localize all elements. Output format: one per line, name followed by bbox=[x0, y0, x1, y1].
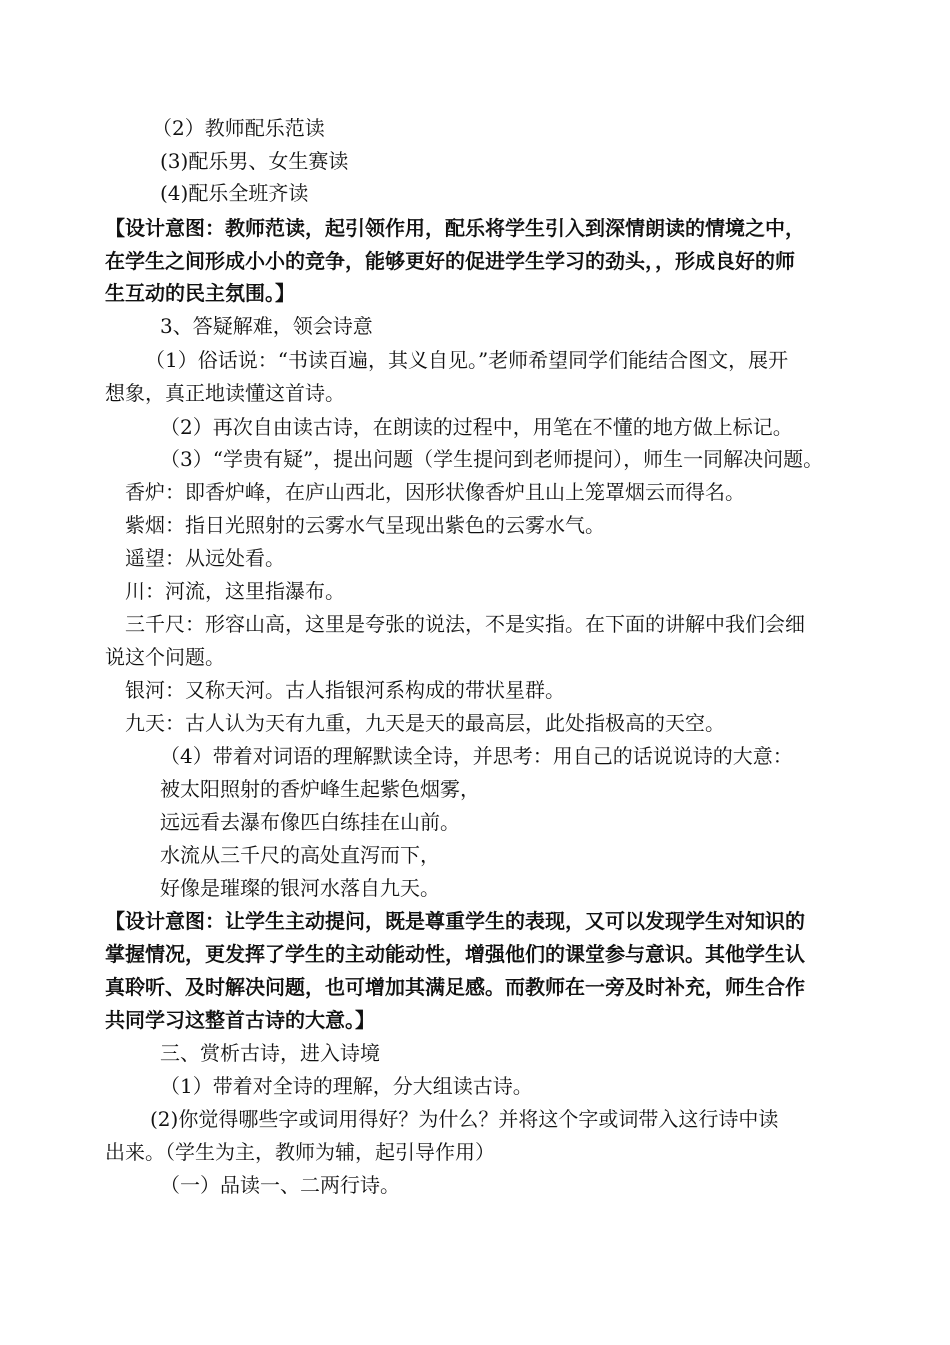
glossary-entry: 紫烟：指日光照射的云雾水气呈现出紫色的云雾水气。 bbox=[125, 513, 605, 537]
text-line: （4）带着对词语的理解默读全诗，并思考：用自己的话说说诗的大意： bbox=[160, 744, 793, 768]
design-intent-line: 掌握情况，更发挥了学生的主动能动性，增强他们的课堂参与意识。其他学生认 bbox=[105, 942, 805, 966]
poem-paraphrase-line: 远远看去瀑布像匹白练挂在山前。 bbox=[160, 810, 460, 834]
design-intent-line: 【设计意图：教师范读，起引领作用，配乐将学生引入到深情朗读的情境之中， bbox=[105, 216, 805, 240]
text-line: 出来。（学生为主，教师为辅，起引导作用） bbox=[105, 1140, 495, 1164]
poem-paraphrase-line: 水流从三千尺的高处直泻而下， bbox=[160, 843, 440, 867]
poem-paraphrase-line: 好像是璀璨的银河水落自九天。 bbox=[160, 876, 440, 900]
text-line: （1）带着对全诗的理解，分大组读古诗。 bbox=[160, 1074, 533, 1098]
glossary-entry: 银河：又称天河。古人指银河系构成的带状星群。 bbox=[125, 678, 565, 702]
text-line: （1）俗话说：“书读百遍，其义自见。”老师希望同学们能结合图文，展开 bbox=[145, 348, 789, 372]
text-line: (4)配乐全班齐读 bbox=[160, 181, 309, 205]
section-heading: 3、答疑解难，领会诗意 bbox=[160, 314, 373, 338]
subsection-heading: （一）品读一、二两行诗。 bbox=[160, 1173, 400, 1197]
glossary-entry: 川：河流，这里指瀑布。 bbox=[125, 579, 345, 603]
text-line: （2）教师配乐范读 bbox=[152, 116, 325, 140]
design-intent-line: 真聆听、及时解决问题，也可增加其满足感。而教师在一旁及时补充，师生合作 bbox=[105, 975, 805, 999]
design-intent-line: 生互动的民主氛围。】 bbox=[105, 281, 295, 305]
glossary-entry: 遥望：从远处看。 bbox=[125, 546, 285, 570]
glossary-entry: 香炉：即香炉峰，在庐山西北，因形状像香炉且山上笼罩烟云而得名。 bbox=[125, 480, 745, 504]
text-line: (3)配乐男、女生赛读 bbox=[160, 149, 349, 173]
design-intent-line: 共同学习这整首古诗的大意。】 bbox=[105, 1008, 375, 1032]
section-heading: 三、赏析古诗，进入诗境 bbox=[160, 1041, 380, 1065]
text-line: （2）再次自由读古诗，在朗读的过程中，用笔在不懂的地方做上标记。 bbox=[160, 415, 793, 439]
glossary-entry: 九天：古人认为天有九重，九天是天的最高层，此处指极高的天空。 bbox=[125, 711, 725, 735]
design-intent-line: 在学生之间形成小小的竞争，能够更好的促进学生学习的劲头，，形成良好的师 bbox=[105, 249, 795, 273]
text-line: (2)你觉得哪些字或词用得好？为什么？并将这个字或词带入这行诗中读 bbox=[150, 1107, 779, 1131]
glossary-entry: 三千尺：形容山高，这里是夸张的说法，不是实指。在下面的讲解中我们会细 bbox=[125, 612, 805, 636]
poem-paraphrase-line: 被太阳照射的香炉峰生起紫色烟雾， bbox=[160, 777, 480, 801]
text-line: （3）“学贵有疑”，提出问题（学生提问到老师提问），师生一同解决问题。 bbox=[160, 447, 824, 471]
text-line: 想象，真正地读懂这首诗。 bbox=[105, 381, 345, 405]
glossary-entry: 说这个问题。 bbox=[105, 645, 225, 669]
design-intent-line: 【设计意图：让学生主动提问，既是尊重学生的表现，又可以发现学生对知识的 bbox=[105, 909, 805, 933]
